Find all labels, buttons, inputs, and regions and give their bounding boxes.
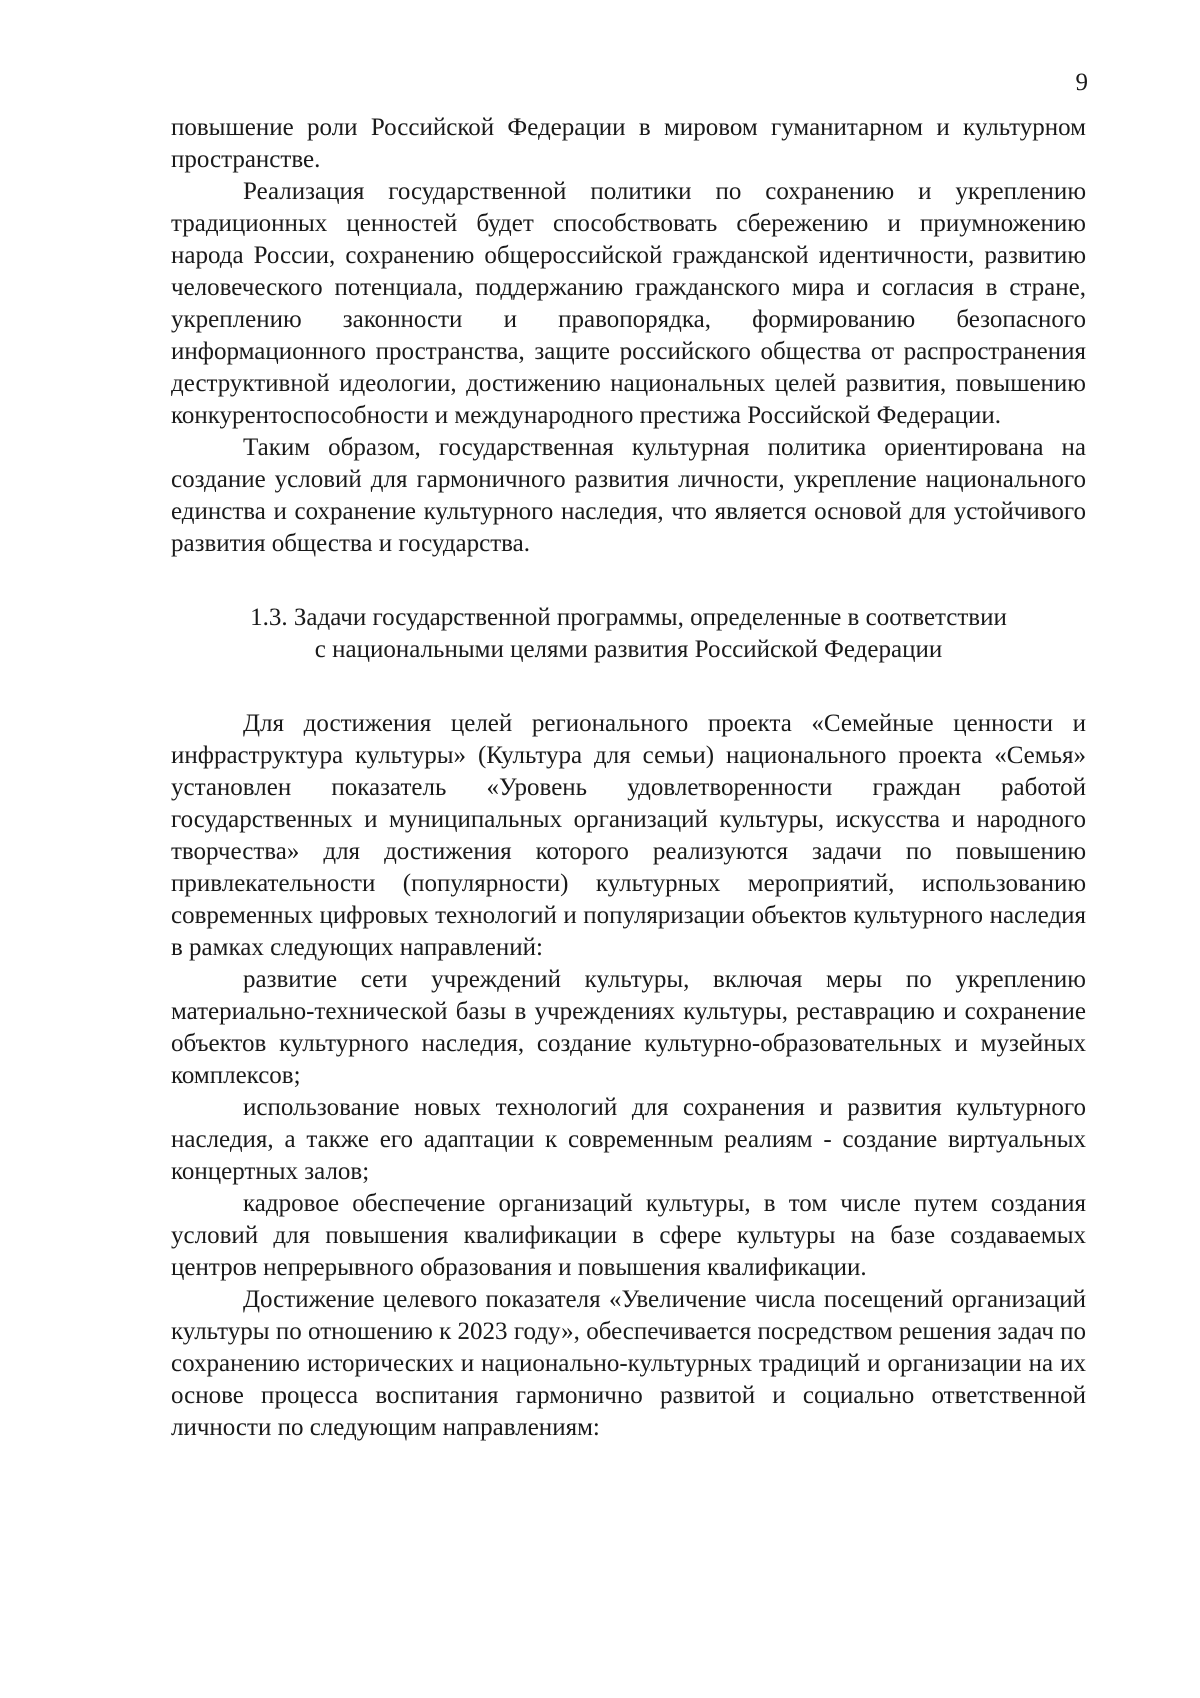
- paragraph-cultural-policy: Таким образом, государственная культурная политика ориентирована на создание условий для гармоничного развития личности, укрепление национального единства и сохранение культурного наследия, что является основой для устойчивого развития общества и государства.: [171, 434, 1086, 557]
- paragraph-staffing: кадровое обеспечение организаций культуры, в том числе путем создания условий для повышения квалификации в сфере культуры на базе создаваемых центров непрерывного образования и повышения квалификации.: [171, 1190, 1086, 1281]
- paragraph-regional-project: Для достижения целей регионального проекта «Семейные ценности и инфраструктура культуры» (Культура для семьи) национального проекта «Семья» установлен показатель «Уровень удовлетворенности граждан работой государственных и муниципальных организаций культуры, искусства и народного творчества» для достижения которого реализуются задачи по повышению привлекательности (популярности) культурных мероприятий, использованию современных цифровых технологий и популяризации объектов культурного наследия в рамках следующих направлений:: [171, 710, 1086, 961]
- paragraph-continuation: повышение роли Российской Федерации в мировом гуманитарном и культурном пространстве.: [171, 114, 1086, 173]
- section-heading-line-2: с национальными целями развития Российской Федерации: [314, 636, 943, 663]
- paragraph-new-technologies: использование новых технологий для сохранения и развития культурного наследия, а также его адаптации к современным реалиям - создание виртуальных концертных залов;: [171, 1094, 1086, 1185]
- document-body: [171, 112, 1086, 1444]
- section-heading: [171, 602, 1086, 666]
- page-number: 9: [1075, 69, 1088, 96]
- paragraph-target-indicator: Достижение целевого показателя «Увеличение числа посещений организаций культуры по отношению к 2023 году», обеспечивается посредством решения задач по сохранению исторических и национально-культурных традиций и организации на их основе процесса воспитания гармонично развитой и социально ответственной личности по следующим направлениям:: [171, 1286, 1086, 1441]
- section-heading-line-1: 1.3. Задачи государственной программы, определенные в соответствии: [250, 604, 1007, 631]
- paragraph-network-development: развитие сети учреждений культуры, включая меры по укреплению материально-технической базы в учреждениях культуры, реставрацию и сохранение объектов культурного наследия, создание культурно-образовательных и музейных комплексов;: [171, 966, 1086, 1089]
- paragraph-traditional-values: Реализация государственной политики по сохранению и укреплению традиционных ценностей будет способствовать сбережению и приумножению народа России, сохранению общероссийской гражданской идентичности, развитию человеческого потенциала, поддержанию гражданского мира и согласия в стране, укреплению законности и правопорядка, формированию безопасного информационного пространства, защите российского общества от распространения деструктивной идеологии, достижению национальных целей развития, повышению конкурентоспособности и международного престижа Российской Федерации.: [171, 178, 1086, 429]
